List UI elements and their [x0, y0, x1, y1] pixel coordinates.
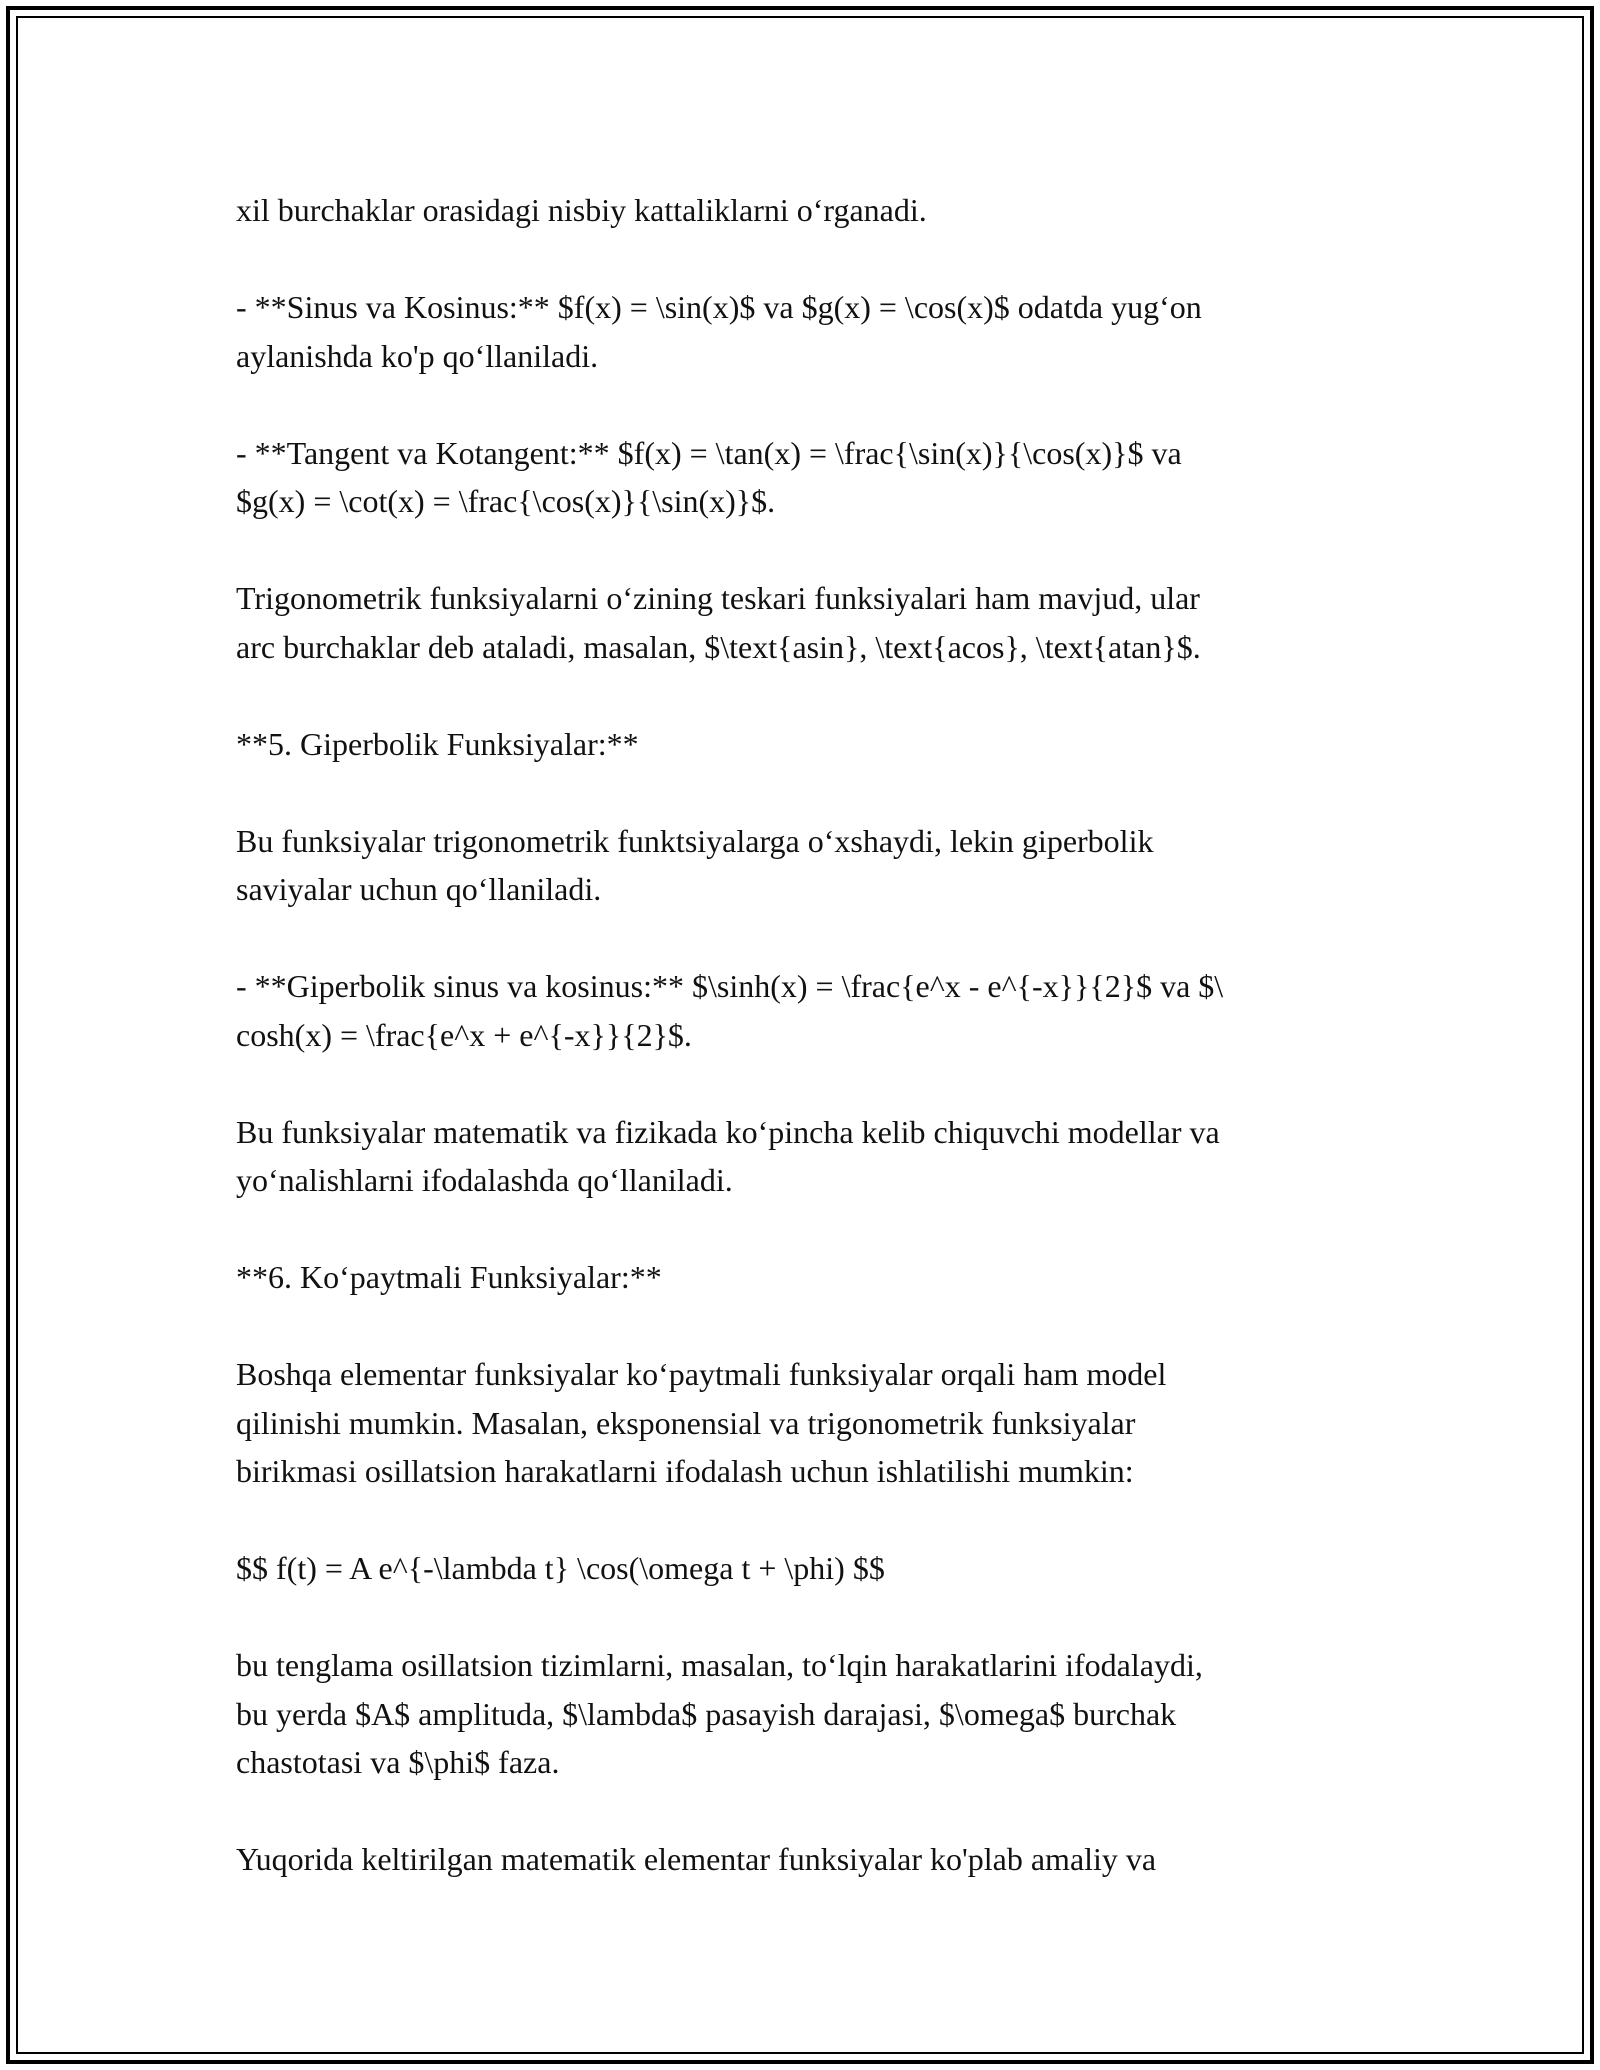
text-line: saviyalar uchun qo‘llaniladi. — [236, 871, 602, 907]
paragraph-3 — [236, 429, 1376, 526]
text-line: **5. Giperbolik Funksiyalar:** — [236, 725, 639, 762]
equation-block — [236, 1544, 1376, 1593]
text-line: bu yerda $A$ amplituda, $\lambda$ pasayish darajasi, $\omega$ burchak — [236, 1695, 1177, 1732]
text-line: $g(x) = \cot(x) = \frac{\cos(x)}{\sin(x)}$. — [236, 483, 776, 519]
paragraph-7 — [236, 962, 1376, 1059]
text-line: **6. Ko‘paytmali Funksiyalar:** — [236, 1259, 662, 1295]
text-line: aylanishda ko'p qo‘llaniladi. — [236, 337, 599, 374]
text-line: yo‘nalishlarni ifodalashda qo‘llaniladi. — [236, 1162, 733, 1198]
text-line: - **Sinus va Kosinus:** $f(x) = \sin(x)$ va $g(x) = \cos(x)$ odatda yug‘on — [236, 289, 1202, 325]
paragraph-13 — [236, 1835, 1376, 1884]
text-line: bu tenglama osillatsion tizimlarni, masalan, to‘lqin harakatlarini ifodalaydi, — [236, 1647, 1203, 1683]
paragraph-8 — [236, 1108, 1376, 1205]
paragraph-1 — [236, 186, 1376, 235]
paragraph-12 — [236, 1641, 1376, 1787]
text-line: $$ f(t) = A e^{-\lambda t} \cos(\omega t + \phi) $$ — [236, 1550, 885, 1586]
paragraph-6 — [236, 817, 1376, 914]
text-line: Yuqorida keltirilgan matematik elementar funksiyalar ko'plab amaliy va — [236, 1841, 1157, 1877]
section-heading-6 — [236, 1253, 1376, 1302]
text-line: xil burchaklar orasidagi nisbiy kattaliklarni o‘rganadi. — [236, 192, 927, 228]
text-line: cosh(x) = \frac{e^x + e^{-x}}{2}$. — [236, 1016, 692, 1053]
document-body — [236, 186, 1376, 1932]
text-line: birikmasi osillatsion harakatlarni ifodalash uchun ishlatilishi mumkin: — [236, 1453, 1134, 1489]
text-line: Trigonometrik funksiyalarni o‘zining teskari funksiyalari ham mavjud, ular — [236, 580, 1200, 616]
text-line: chastotasi va $\phi$ faza. — [236, 1744, 560, 1780]
text-line: qilinishi mumkin. Masalan, eksponensial va trigonometrik funksiyalar — [236, 1404, 1136, 1441]
paragraph-10 — [236, 1350, 1376, 1496]
text-line: Bu funksiyalar trigonometrik funktsiyalarga o‘xshaydi, lekin giperbolik — [236, 822, 1154, 859]
section-heading-5 — [236, 720, 1376, 769]
text-line: arc burchaklar deb ataladi, masalan, $\text{asin}, \text{acos}, \text{atan}$. — [236, 628, 1201, 665]
text-line: - **Giperbolik sinus va kosinus:** $\sinh(x) = \frac{e^x - e^{-x}}{2}$ va $\ — [236, 968, 1224, 1004]
text-line: Boshqa elementar funksiyalar ko‘paytmali funksiyalar orqali ham model — [236, 1356, 1167, 1392]
text-line: Bu funksiyalar matematik va fizikada ko‘pincha kelib chiquvchi modellar va — [236, 1113, 1220, 1150]
paragraph-4 — [236, 574, 1376, 671]
text-line: - **Tangent va Kotangent:** $f(x) = \tan(x) = \frac{\sin(x)}{\cos(x)}$ va — [236, 434, 1182, 471]
paragraph-2 — [236, 283, 1376, 380]
